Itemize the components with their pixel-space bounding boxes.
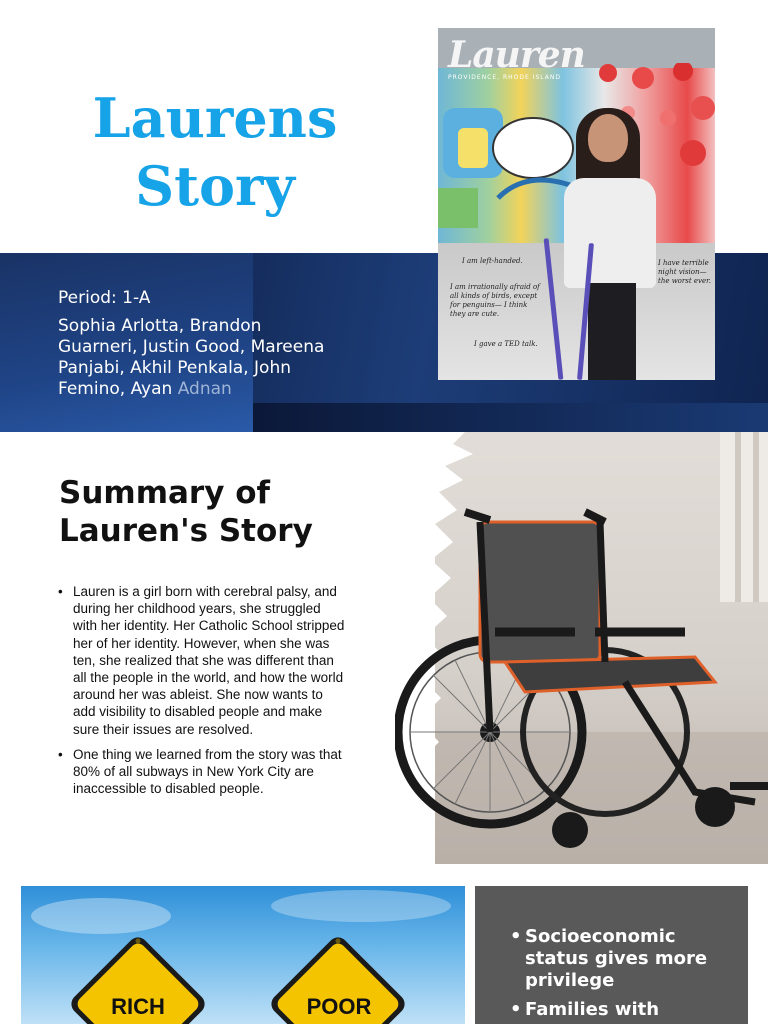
cover-logo: Lauren xyxy=(448,34,585,76)
member-names-last: Adnan xyxy=(177,379,232,399)
signs-drawing xyxy=(21,886,465,1024)
member-names: Sophia Arlotta, Brandon Guarneri, Justin Good, Mareena Panjabi, Akhil Penkala, John Femino, Ayan xyxy=(58,316,325,399)
cover-note-4: I gave a TED talk. xyxy=(474,340,538,348)
summary-title-line-1: Summary of xyxy=(59,475,270,511)
summary-bullets xyxy=(58,583,348,805)
rich-sign-label: RICH xyxy=(111,994,165,1019)
title-line-1: Laurens xyxy=(92,86,338,150)
cover-note-3: I have terrible night vision— the worst ever. xyxy=(658,259,711,285)
wheelchair-image xyxy=(395,432,768,864)
title-slide xyxy=(0,0,768,432)
poor-sign-label: POOR xyxy=(306,994,372,1019)
slide-title xyxy=(60,84,370,220)
summary-slide xyxy=(0,432,768,864)
privilege-bullet: • Families with xyxy=(510,999,740,1021)
privilege-bullet: • Socioeconomic status gives more privilege xyxy=(510,926,740,992)
person-face xyxy=(588,114,628,162)
person-jacket xyxy=(564,178,656,288)
title-line-2: Story xyxy=(135,154,295,218)
summary-title xyxy=(59,474,313,550)
wheelchair-icon xyxy=(395,492,768,864)
magazine-cover-image xyxy=(438,28,715,380)
road-signs-image xyxy=(21,886,465,1024)
cover-note-1: I am left-handed. xyxy=(462,257,523,265)
cover-subtitle: PROVIDENCE, RHODE ISLAND xyxy=(448,74,561,81)
band-stripe xyxy=(253,403,768,432)
cover-note-2: I am irrationally afraid of all kinds of birds, except for penguins— I think they are cute. xyxy=(450,283,540,318)
summary-title-line-2: Lauren's Story xyxy=(59,513,313,549)
privilege-bullets xyxy=(510,926,740,1024)
privilege-slide xyxy=(0,864,768,1024)
period-label: Period: 1-A xyxy=(58,288,151,308)
group-members xyxy=(58,316,338,400)
summary-bullet: • Lauren is a girl born with cerebral palsy, and during her childhood years, she struggled with her identity. Her Catholic School stripped her of her identity. However, when she was ten, she realized that she was different than all the people in the world, and how the world around her was ableist. She now wants to add visibility to disabled people and make sure their issues are resolved. xyxy=(58,583,348,738)
summary-bullet: • One thing we learned from the story was that 80% of all subways in New York City are inaccessible to disabled people. xyxy=(58,746,348,798)
person-legs xyxy=(588,283,636,380)
